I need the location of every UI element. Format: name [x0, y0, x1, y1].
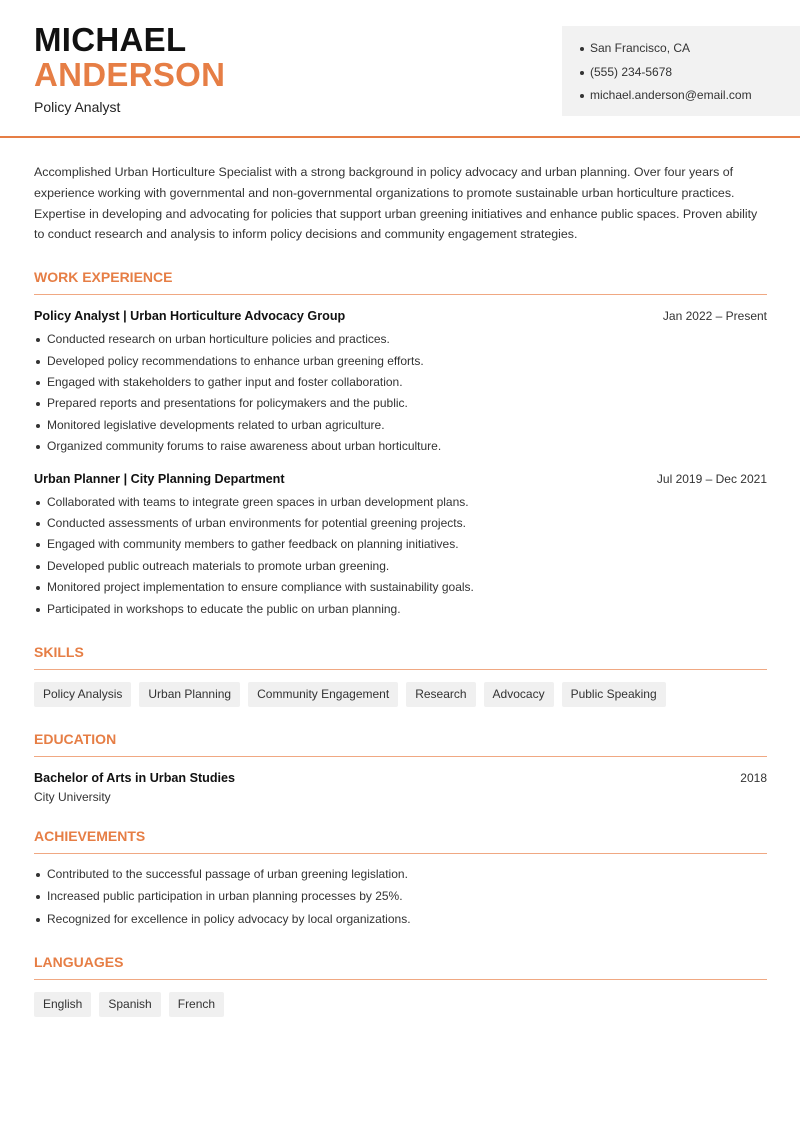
- list-item: Prepared reports and presentations for policymakers and the public.: [34, 393, 767, 414]
- contact-location: San Francisco, CA: [580, 37, 800, 61]
- list-item: Conducted research on urban horticulture policies and practices.: [34, 329, 767, 350]
- full-name: [34, 22, 225, 92]
- degree: Bachelor of Arts in Urban Studies: [34, 771, 236, 786]
- job-title: Policy Analyst | Urban Horticulture Advocacy Group: [34, 309, 346, 324]
- job-dates: Jan 2022 – Present: [662, 309, 767, 324]
- contact-phone: (555) 234-5678: [580, 61, 800, 85]
- job-header: [34, 472, 767, 486]
- achievements-section: [34, 828, 767, 930]
- list-item: Conducted assessments of urban environments for potential greening projects.: [34, 513, 767, 534]
- contact-email: michael.anderson@email.com: [580, 84, 800, 108]
- list-item: Participated in workshops to educate the public on urban planning.: [34, 599, 767, 620]
- job-header: [34, 309, 767, 323]
- school-name: City University: [34, 790, 111, 805]
- list-item: Engaged with community members to gather feedback on planning initiatives.: [34, 534, 767, 555]
- skill-chip: Urban Planning: [139, 682, 240, 707]
- list-item: Engaged with stakeholders to gather input and foster collaboration.: [34, 372, 767, 393]
- list-item: Developed policy recommendations to enhance urban greening efforts.: [34, 351, 767, 372]
- job-bullets: [34, 492, 767, 620]
- skill-chips: [34, 682, 767, 707]
- last-name: ANDERSON: [34, 56, 226, 93]
- list-item: Organized community forums to raise awareness about urban horticulture.: [34, 436, 767, 457]
- language-chip: English: [34, 992, 91, 1017]
- section-heading: LANGUAGES: [34, 954, 767, 980]
- skill-chip: Research: [406, 682, 475, 707]
- resume-header: [0, 0, 800, 138]
- resume-body: [34, 162, 767, 1017]
- list-item: Collaborated with teams to integrate green spaces in urban development plans.: [34, 492, 767, 513]
- languages-section: [34, 954, 767, 1017]
- list-item: Contributed to the successful passage of urban greening legislation.: [34, 864, 767, 885]
- achievement-list: [34, 864, 767, 930]
- first-name: MICHAEL: [34, 21, 187, 58]
- language-chip: French: [169, 992, 224, 1017]
- summary: Accomplished Urban Horticulture Specialist with a strong background in policy advocacy and urban planning. Over four years of experience working with governmental and non-governmental organizations to promote sustainable urban horticulture practices. Expertise in developing and advocating for policies that support urban greening initiatives and enhance public spaces. Proven ability to conduct research and analysis to inform policy decisions and community engagement strategies.: [34, 165, 758, 242]
- list-item: Increased public participation in urban planning processes by 25%.: [34, 886, 767, 907]
- list-item: Developed public outreach materials to promote urban greening.: [34, 556, 767, 577]
- list-item: Monitored project implementation to ensure compliance with sustainability goals.: [34, 577, 767, 598]
- language-chips: [34, 992, 767, 1017]
- section-heading: EDUCATION: [34, 731, 767, 757]
- job-bullets: [34, 329, 767, 457]
- section-heading: SKILLS: [34, 644, 767, 670]
- job-title: Urban Planner | City Planning Department: [34, 471, 285, 486]
- section-heading: ACHIEVEMENTS: [34, 828, 767, 854]
- language-chip: Spanish: [99, 992, 160, 1017]
- list-item: Recognized for excellence in policy advocacy by local organizations.: [34, 909, 767, 930]
- job-title-heading: Policy Analyst: [34, 99, 121, 115]
- contact-box: [562, 26, 800, 116]
- section-heading: WORK EXPERIENCE: [34, 269, 767, 295]
- work-experience-section: [34, 269, 767, 620]
- skills-section: [34, 644, 767, 707]
- education-header: [34, 771, 767, 785]
- graduation-year: 2018: [740, 771, 767, 786]
- skill-chip: Community Engagement: [248, 682, 398, 707]
- list-item: Monitored legislative developments related to urban agriculture.: [34, 415, 767, 436]
- education-section: [34, 731, 767, 804]
- skill-chip: Policy Analysis: [34, 682, 131, 707]
- skill-chip: Public Speaking: [562, 682, 666, 707]
- job-dates: Jul 2019 – Dec 2021: [656, 471, 767, 486]
- skill-chip: Advocacy: [484, 682, 554, 707]
